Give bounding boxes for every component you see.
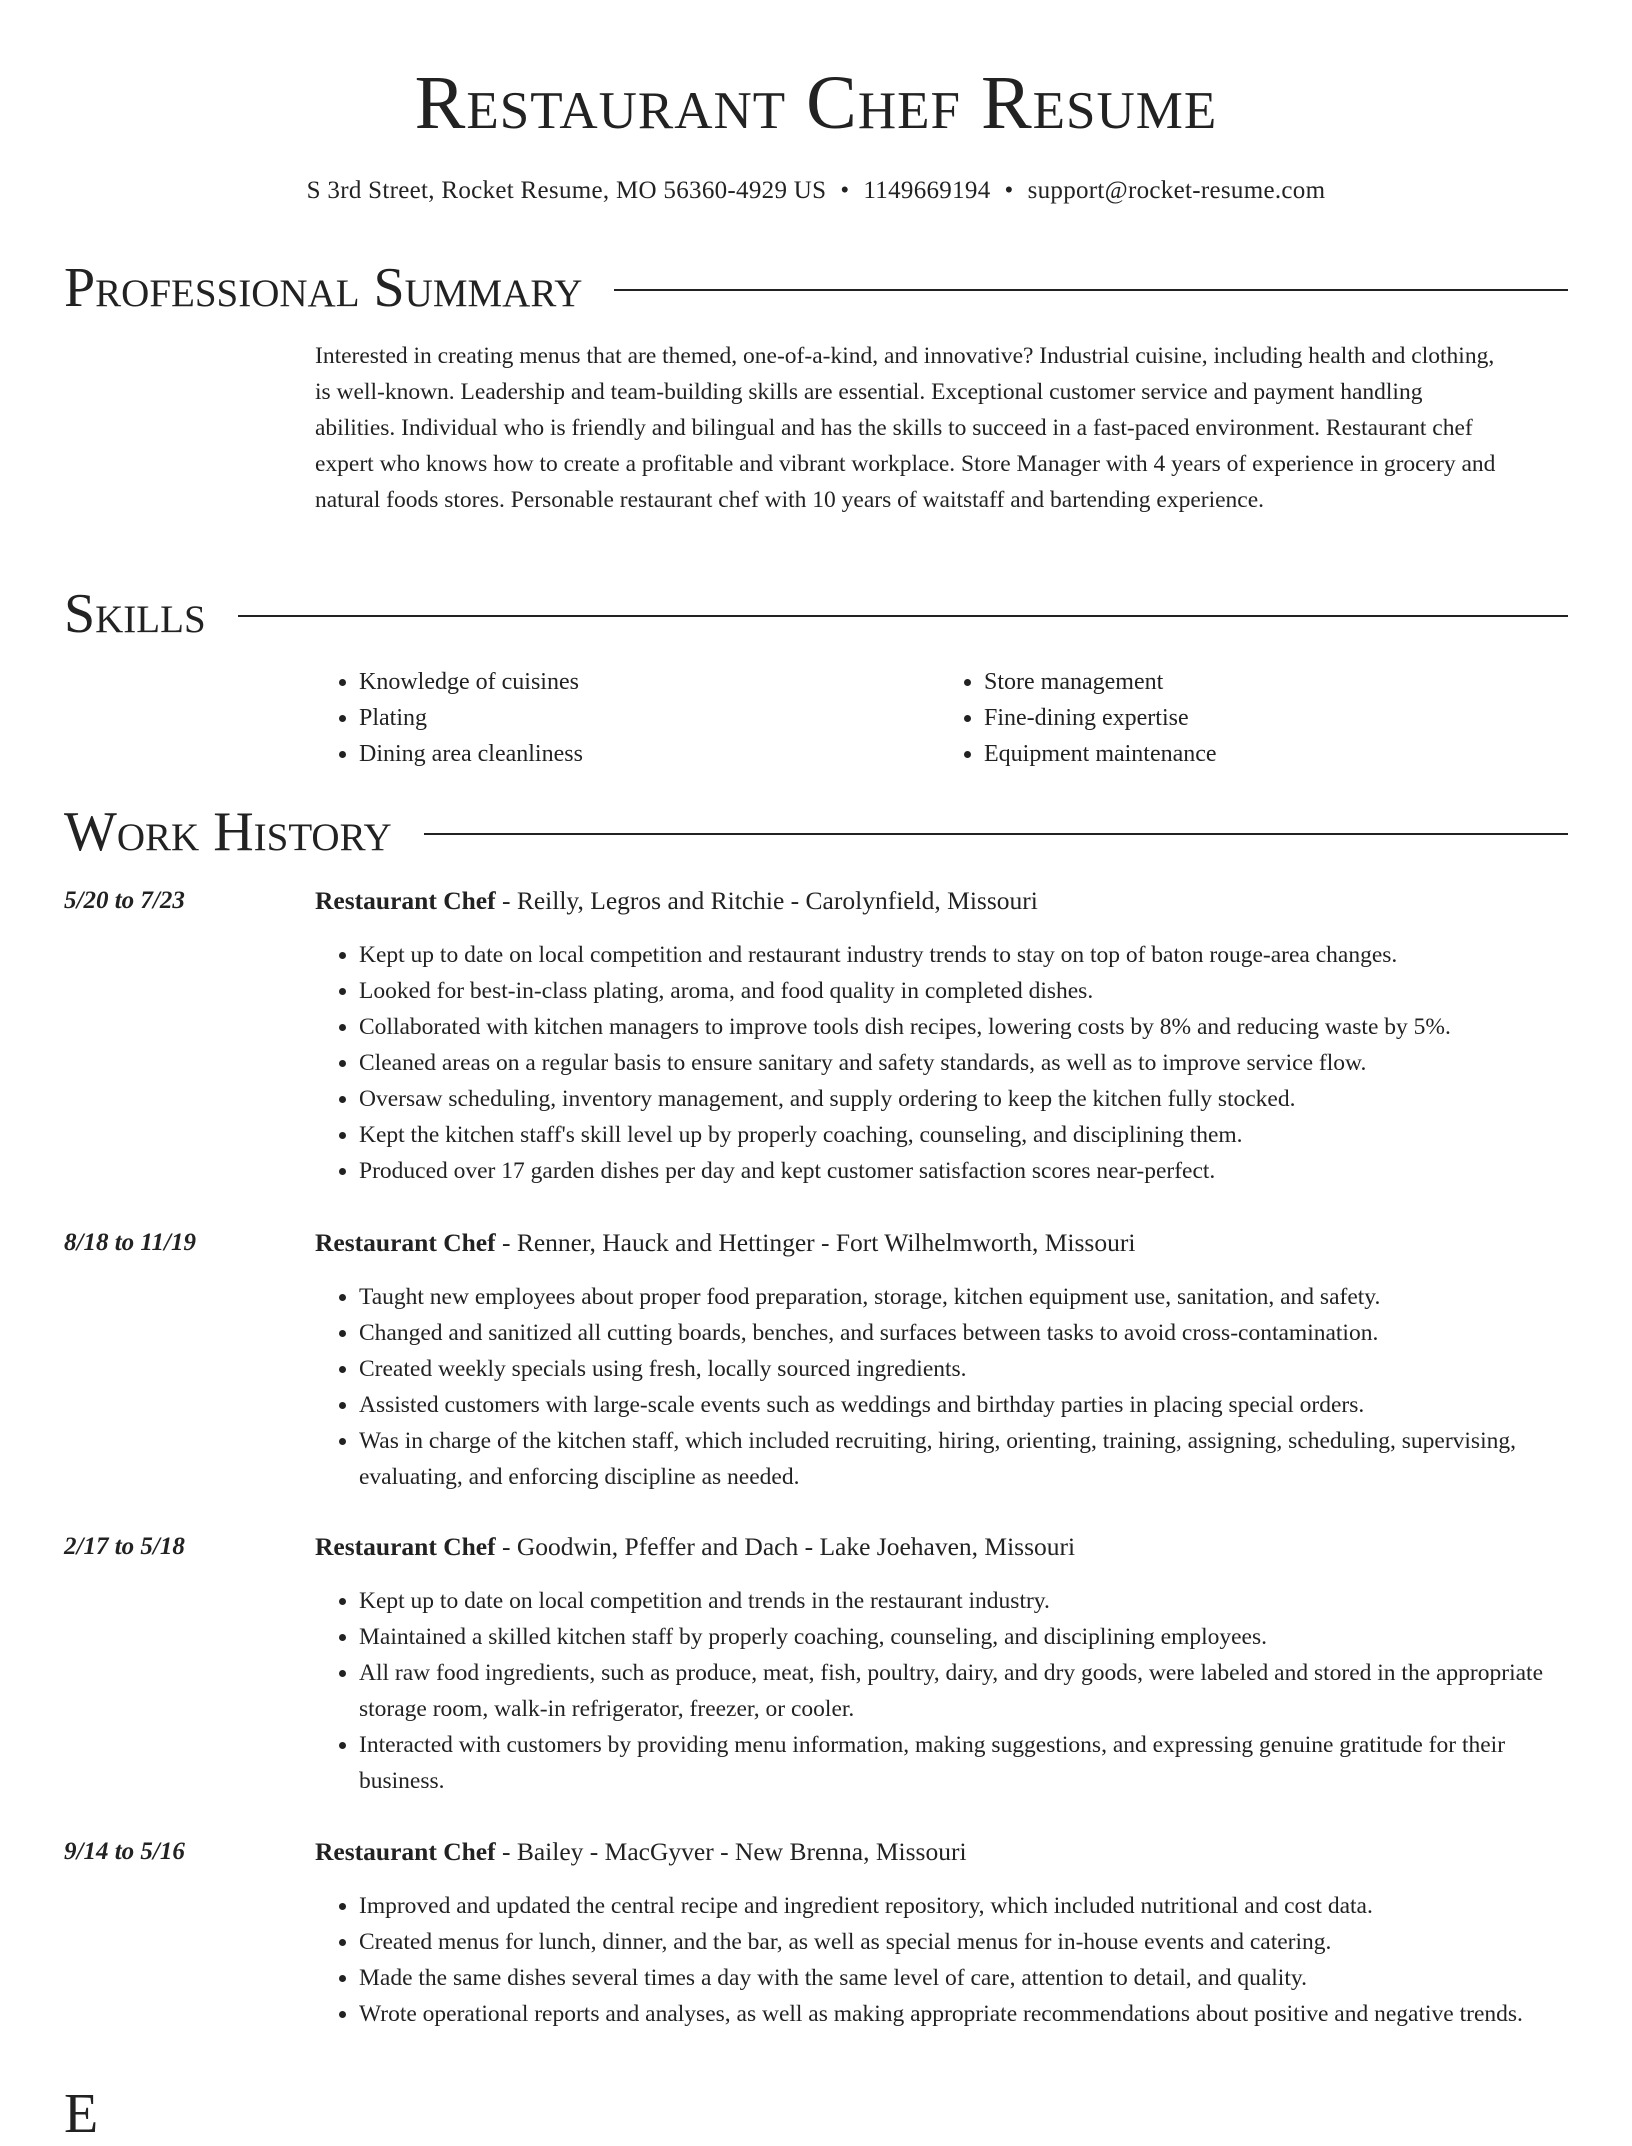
job-bullets: [315, 1583, 1589, 1799]
skill-item: • Plating: [359, 700, 940, 736]
job-bullet: • Kept up to date on local competition and restaurant industry trends to stay on top of baton rouge-area changes.: [359, 937, 1589, 973]
skill-item: • Dining area cleanliness: [359, 736, 940, 772]
contact-separator: •: [1004, 177, 1014, 204]
job-bullet: • Produced over 17 garden dishes per day and kept customer satisfaction scores near-perfect.: [359, 1153, 1589, 1189]
job-bullet: • Created menus for lunch, dinner, and the bar, as well as special menus for in-house events and catering.: [359, 1924, 1589, 1960]
job-bullets: [315, 1279, 1589, 1495]
job-bullet: • Made the same dishes several times a day with the same level of care, attention to detail, and quality.: [359, 1960, 1589, 1996]
job-bullet: • Cleaned areas on a regular basis to ensure sanitary and safety standards, as well as to improve service flow.: [359, 1045, 1589, 1081]
section-title-work-history: Work History: [64, 801, 392, 863]
section-divider: [614, 289, 1568, 291]
skill-item: • Equipment maintenance: [984, 736, 1565, 772]
skill-item: • Fine-dining expertise: [984, 700, 1565, 736]
job-bullet: • Interacted with customers by providing menu information, making suggestions, and expressing genuine gratitude for their business.: [359, 1727, 1589, 1799]
contact-separator: •: [840, 177, 850, 204]
job-bullets: [315, 1888, 1589, 2032]
job-role: Restaurant Chef: [315, 886, 496, 915]
job-dates: 2/17 to 5/18: [64, 1533, 185, 1560]
skill-item: • Knowledge of cuisines: [359, 664, 940, 700]
job-bullet: • Wrote operational reports and analyses, as well as making appropriate recommendations about positive and negative trends.: [359, 1996, 1589, 2032]
job-heading: [315, 1225, 1565, 1261]
job-bullet: • Kept the kitchen staff's skill level up by properly coaching, counseling, and disciplining them.: [359, 1117, 1589, 1153]
section-divider: [238, 615, 1568, 617]
job-dates: 8/18 to 11/19: [64, 1229, 196, 1256]
job-bullet: • Looked for best-in-class plating, aroma, and food quality in completed dishes.: [359, 973, 1589, 1009]
summary-text: Interested in creating menus that are themed, one-of-a-kind, and innovative? Industrial cuisine, including health and clothing, is well-known. Leadership and team-building skills are essential. Exceptional customer service and payment handling abilities. Individual who is friendly and bilingual and has the skills to succeed in a fast-paced environment. Restaurant chef expert who knows how to create a profitable and vibrant workplace. Store Manager with 4 years of experience in grocery and natural foods stores. Personable restaurant chef with 10 years of waitstaff and bartending experience.: [315, 343, 1496, 513]
skill-item: • Store management: [984, 664, 1565, 700]
section-divider: [424, 833, 1568, 835]
section-header-work-history: [64, 800, 1568, 864]
job-role: Restaurant Chef: [315, 1228, 496, 1257]
contact-line: [0, 174, 1632, 208]
job-bullet: • All raw food ingredients, such as produce, meat, fish, poultry, dairy, and dry goods, were labeled and stored in the appropriate storage room, walk-in refrigerator, freezer, or cooler.: [359, 1655, 1589, 1727]
job-employer-location: - Bailey - MacGyver - New Brenna, Missouri: [495, 1837, 967, 1866]
job-role: Restaurant Chef: [315, 1532, 496, 1561]
job-heading: [315, 1529, 1565, 1565]
job-bullet: • Assisted customers with large-scale events such as weddings and birthday parties in placing special orders.: [359, 1387, 1589, 1423]
section-title-next-partial: E: [64, 2083, 99, 2145]
resume-title: Restaurant Chef Resume: [414, 61, 1218, 145]
section-header-skills: [64, 582, 1568, 646]
job-bullet: • Taught new employees about proper food preparation, storage, kitchen equipment use, sanitation, and safety.: [359, 1279, 1589, 1315]
job-bullet: • Kept up to date on local competition and trends in the restaurant industry.: [359, 1583, 1589, 1619]
job-heading: [315, 1834, 1565, 1870]
section-header-summary: [64, 256, 1568, 320]
job-bullet: • Created weekly specials using fresh, locally sourced ingredients.: [359, 1351, 1589, 1387]
job-bullet: • Collaborated with kitchen managers to improve tools dish recipes, lowering costs by 8% and reducing waste by 5%.: [359, 1009, 1589, 1045]
skills-list: [315, 664, 1565, 772]
contact-address: S 3rd Street, Rocket Resume, MO 56360-4929 US: [306, 177, 827, 204]
job-role: Restaurant Chef: [315, 1837, 496, 1866]
job-bullets: [315, 937, 1589, 1189]
section-title-summary: Professional Summary: [64, 257, 583, 319]
job-heading: [315, 883, 1565, 919]
job-bullet: • Changed and sanitized all cutting boards, benches, and surfaces between tasks to avoid cross-contamination.: [359, 1315, 1589, 1351]
contact-phone: 1149669194: [863, 177, 991, 204]
contact-email: support@rocket-resume.com: [1027, 177, 1326, 204]
job-bullet: • Improved and updated the central recipe and ingredient repository, which included nutritional and cost data.: [359, 1888, 1589, 1924]
job-employer-location: - Renner, Hauck and Hettinger - Fort Wilhelmworth, Missouri: [495, 1228, 1136, 1257]
job-dates: 5/20 to 7/23: [64, 887, 185, 914]
skills-column-left: [315, 664, 940, 772]
skills-column-right: [940, 664, 1565, 772]
section-title-skills: Skills: [64, 583, 206, 645]
job-dates: 9/14 to 5/16: [64, 1838, 185, 1865]
job-employer-location: - Reilly, Legros and Ritchie - Carolynfield, Missouri: [495, 886, 1038, 915]
job-employer-location: - Goodwin, Pfeffer and Dach - Lake Joehaven, Missouri: [495, 1532, 1076, 1561]
job-bullet: • Oversaw scheduling, inventory management, and supply ordering to keep the kitchen fully stocked.: [359, 1081, 1589, 1117]
job-bullet: • Maintained a skilled kitchen staff by properly coaching, counseling, and disciplining employees.: [359, 1619, 1589, 1655]
job-bullet: • Was in charge of the kitchen staff, which included recruiting, hiring, orienting, training, assigning, scheduling, supervising, evaluating, and enforcing discipline as needed.: [359, 1423, 1589, 1495]
